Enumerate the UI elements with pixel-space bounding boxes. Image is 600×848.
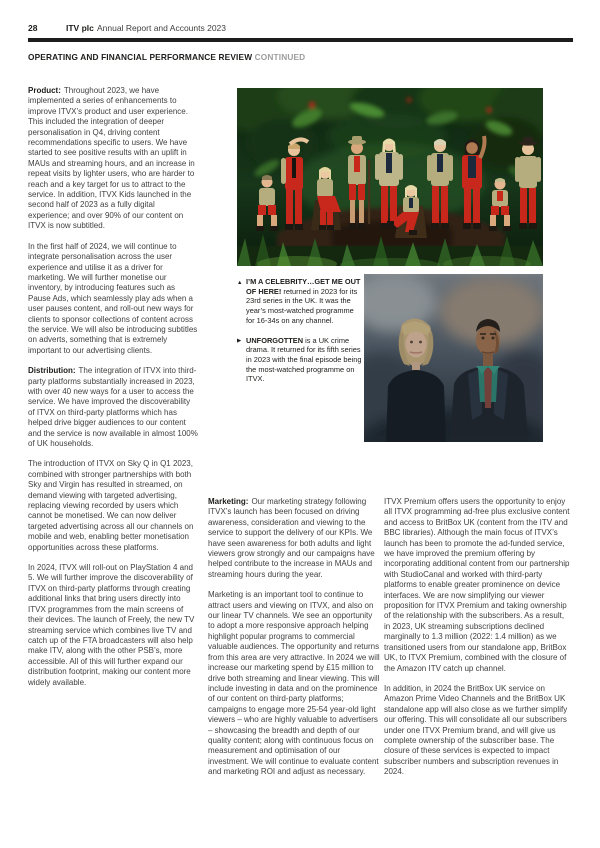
distribution-lead: Distribution: <box>28 366 76 376</box>
product-lead: Product: <box>28 86 61 95</box>
caption-unforgotten-text: is a UK crime drama. It returned for its fifth series in 2023 with the final episode being the most-watched programme on ITVX. <box>246 335 362 384</box>
left-text-column <box>28 86 198 698</box>
paragraph-h1-2024: In the first half of 2024, we will continue to integrate personalisation across the user experience and utilise it as a driver for marketing. We will further monetise our inventory, by introducing features such as Pause Ads, which seamlessly play ads when a user pauses content, and roll-out new ways for clients to sponsor collections of content across the service. We will also be introducing subtitles on adverts, something that is extremely important to our advertising clients. <box>28 241 198 355</box>
triangle-right-icon: ▶ <box>237 338 242 345</box>
section-continued-label: CONTINUED <box>254 52 306 62</box>
caption-celebrity-text: returned in 2023 for its 23rd series in the UK. It was the year’s most-watched programme for 16-34s on any channel. <box>246 286 358 325</box>
section-title <box>28 52 305 62</box>
paragraph-marketing-spend: Marketing is an important tool to continue to attract users and viewing on ITVX, and also on our linear TV channels. We see an opportunity to adopt a more responsive approach helping highlight popular programs to commercial valuable audiences. The opportunity and returns from this area are very attractive. In 2024 we will increase our marketing spend by £15 million to drive both streaming and linear viewing. This will include investing in data and on the prominence of our content on third-party platforms; campaigns to engage more 25-54 year-old light viewers – who are highly valuable to advertisers – showcasing the breadth and depth of our quality content; along with continuous focus on measurement and optimisation of our investment. We will continue to evaluate content and marketing ROI and adjust as necessary. <box>208 590 380 777</box>
caption-celebrity <box>237 277 364 326</box>
paragraph-marketing <box>208 497 380 580</box>
caption-unforgotten-title: UNFORGOTTEN <box>246 335 304 345</box>
marketing-lead: Marketing: <box>208 497 249 506</box>
unforgotten-photo <box>364 274 543 442</box>
paragraph-skyq: The introduction of ITVX on Sky Q in Q1 2023, combined with stronger partnerships with both Sky and Virgin has resulted in streamed, on demand viewing with targeted advertising, replacing viewing recorded by users which cannot be monetised. We can now deliver targeted advertising across all our channels on mobile and web, enabling better monetisation opportunities across these platforms. <box>28 459 194 552</box>
distribution-text: The integration of ITVX into third-party platforms substantially increased in 2023, with over 40 new ways for a user to access the service. We have improved the discoverability of ITVX on third-party platforms which has helped drive bigger audiences to our content and the service is now available in almost 100% of UK households. <box>28 366 198 448</box>
page-number: 28 <box>28 23 38 33</box>
paragraph-playstation: In 2024, ITVX will roll-out on PlayStation 4 and 5. We will further improve the discoverability of ITVX on third-party platforms through creating additional links that bring users directly into ITVX programmes from the main screens of their devices. The launch of Freely, the new TV streaming service which combines live TV and catch up of the FTA broadcasters will also help make ITV, along with the other PSB’s, more accessible. All of this will further expand our distribution footprint, making our content more widely available. <box>28 563 195 687</box>
brand-name: ITV plc <box>66 23 94 33</box>
caption-unforgotten <box>237 336 364 385</box>
marketing-text: Our marketing strategy following ITVX’s launch has been focused on driving awareness, consideration and viewing to the service to support the delivery of our KPIs. We have seen awareness for both adults and light viewers grow strongly and our campaigns have helped contribute to the increase in MAUs and streaming hours during the year. <box>208 497 375 579</box>
celebrity-jungle-photo <box>237 88 543 266</box>
header-rule <box>28 38 573 42</box>
photo-captions <box>237 277 364 394</box>
caption-celebrity-title: I’M A CELEBRITY…GET ME OUT OF HERE! <box>246 277 361 296</box>
section-title-text: OPERATING AND FINANCIAL PERFORMANCE REVIEW <box>28 52 253 62</box>
triangle-up-icon: ▲ <box>237 279 243 286</box>
paragraph-itvx-premium: ITVX Premium offers users the opportunity to enjoy all ITVX programming ad-free plus exclusive content and access to BritBox UK (content from the ITV and BBC libraries). Although the main focus of ITVX’s launch has been to promote the ad-funded service, we have improved the premium offering by incorporating additional content from our partnership with StudioCanal and worked with third-party platforms to enable greater prominence on device interfaces. We are now simplifying our viewer proposition for ITVX Premium and taking ownership of the relationship with the subscribers. As a result, in 2023, UK streaming subscriptions declined marginally to 1.3 million (2022: 1.4 million) as we transitioned users from our standalone app, BritBox UK, to ITVX Premium, combined with the closure of the Amazon ITV catch up channel. <box>384 497 570 673</box>
paragraph-distribution <box>28 366 198 449</box>
paragraph-britbox-closure: In addition, in 2024 the BritBox UK service on Amazon Prime Video Channels and the BritBox UK standalone app will also close as we further simplify our offering. This will consolidate all our subscribers under one ITVX Premium brand, and will give us complete ownership of the subscriber base. The closure of these services is expected to impact subscriber numbers and subscription revenues in 2024. <box>384 683 568 777</box>
product-text: Throughout 2023, we have implemented a series of enhancements to improve ITVX’s product and user experience. This included the integration of deeper personalisation in Q4, driving content recommendations specific to users. We have started to see positive results with an uplift in MAUs and streaming hours, and an increase in repeat visits by lighter users, who are harder to reach and a key target for us to attract to the service. In addition, ITVX Kids launched in the second half of 2023 as a fully digital experience; and over 90% of our content on ITVX is now subtitled. <box>28 86 195 231</box>
right-text-column <box>384 497 570 788</box>
report-title: Annual Report and Accounts 2023 <box>97 23 227 33</box>
paragraph-product <box>28 86 198 232</box>
middle-text-column <box>208 497 380 788</box>
